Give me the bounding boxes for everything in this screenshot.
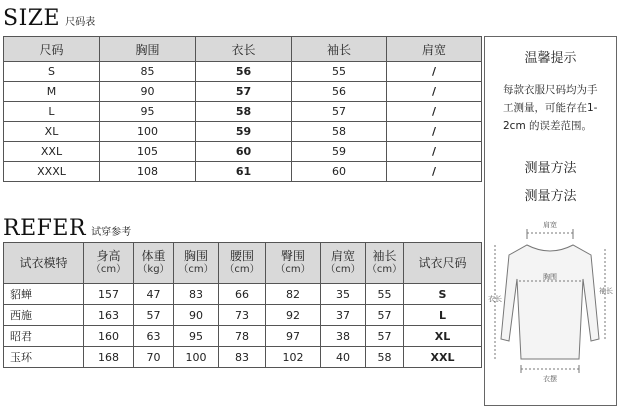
- length-cell: 60: [196, 142, 292, 162]
- waist-cell: 83: [219, 347, 266, 368]
- sleeve-cell: 55: [292, 62, 387, 82]
- diagram-label-sleeve: 袖长: [599, 287, 613, 295]
- tips-panel: [484, 36, 617, 406]
- sleeve-cell: 55: [366, 284, 404, 305]
- garment-measure-diagram: [487, 209, 614, 399]
- refer-header-waist: 腰围 （cm）: [219, 243, 266, 284]
- size-cell: M: [4, 82, 100, 102]
- diagram-label-shoulder: 肩宽: [543, 221, 557, 229]
- model-name-cell: 貂蝉: [4, 284, 84, 305]
- size-table: [3, 36, 482, 182]
- weight-cell: 63: [134, 326, 174, 347]
- refer-header-chest: 胸围 （cm）: [174, 243, 219, 284]
- table-row: [4, 305, 482, 326]
- refer-table: [3, 242, 482, 368]
- shoulder-cell: /: [387, 102, 482, 122]
- table-row: [4, 142, 482, 162]
- diagram-label-chest: 胸围: [543, 273, 557, 281]
- size-header-chest: 胸围: [100, 37, 196, 62]
- size-header-shoulder: 肩宽: [387, 37, 482, 62]
- model-name-cell: 玉环: [4, 347, 84, 368]
- fit-size-cell: XL: [404, 326, 482, 347]
- height-cell: 160: [84, 326, 134, 347]
- weight-cell: 57: [134, 305, 174, 326]
- shoulder-cell: /: [387, 62, 482, 82]
- table-row: [4, 162, 482, 182]
- table-row: [4, 62, 482, 82]
- model-name-cell: 昭君: [4, 326, 84, 347]
- size-subtitle: 尺码表: [65, 17, 96, 28]
- size-cell: XXL: [4, 142, 100, 162]
- shoulder-cell: 40: [321, 347, 366, 368]
- shoulder-cell: /: [387, 162, 482, 182]
- hip-cell: 82: [266, 284, 321, 305]
- table-row: [4, 284, 482, 305]
- sleeve-cell: 58: [292, 122, 387, 142]
- size-cell: XXXL: [4, 162, 100, 182]
- table-row: [4, 82, 482, 102]
- chest-cell: 95: [174, 326, 219, 347]
- diagram-label-length: 衣长: [488, 295, 502, 303]
- size-header-sleeve: 袖长: [292, 37, 387, 62]
- diagram-label-hem: 衣摆: [543, 375, 557, 383]
- sleeve-cell: 56: [292, 82, 387, 102]
- measure-method-title-2: 测量方法: [524, 189, 577, 204]
- table-row: [4, 122, 482, 142]
- tips-title: 温馨提示: [524, 51, 577, 66]
- fit-size-cell: S: [404, 284, 482, 305]
- model-name-cell: 西施: [4, 305, 84, 326]
- chest-cell: 90: [174, 305, 219, 326]
- hip-cell: 97: [266, 326, 321, 347]
- shoulder-cell: /: [387, 122, 482, 142]
- hip-cell: 102: [266, 347, 321, 368]
- chest-cell: 83: [174, 284, 219, 305]
- chest-cell: 100: [100, 122, 196, 142]
- chest-cell: 105: [100, 142, 196, 162]
- refer-header-sleeve: 袖长 （cm）: [366, 243, 404, 284]
- length-cell: 56: [196, 62, 292, 82]
- sleeve-cell: 57: [292, 102, 387, 122]
- waist-cell: 78: [219, 326, 266, 347]
- refer-header-height: 身高 （cm）: [84, 243, 134, 284]
- size-header-length: 衣长: [196, 37, 292, 62]
- refer-title-block: [3, 216, 131, 241]
- table-row: [4, 102, 482, 122]
- sleeve-cell: 60: [292, 162, 387, 182]
- measure-method-title-1: 测量方法: [524, 161, 577, 176]
- size-cell: XL: [4, 122, 100, 142]
- chest-cell: 95: [100, 102, 196, 122]
- length-cell: 59: [196, 122, 292, 142]
- fit-size-cell: XXL: [404, 347, 482, 368]
- sleeve-cell: 57: [366, 305, 404, 326]
- shoulder-cell: 35: [321, 284, 366, 305]
- shoulder-cell: /: [387, 82, 482, 102]
- height-cell: 157: [84, 284, 134, 305]
- refer-header-weight: 体重 （kg）: [134, 243, 174, 284]
- chest-cell: 85: [100, 62, 196, 82]
- size-cell: L: [4, 102, 100, 122]
- sleeve-cell: 58: [366, 347, 404, 368]
- chest-cell: 90: [100, 82, 196, 102]
- refer-header-hip: 臀围 （cm）: [266, 243, 321, 284]
- chest-cell: 100: [174, 347, 219, 368]
- size-title: SIZE: [3, 6, 61, 31]
- waist-cell: 73: [219, 305, 266, 326]
- refer-header-model: 试衣模特: [4, 243, 84, 284]
- refer-table-header-row: [4, 243, 482, 284]
- size-title-block: [3, 6, 95, 31]
- length-cell: 57: [196, 82, 292, 102]
- size-header-size: 尺码: [4, 37, 100, 62]
- shoulder-cell: 38: [321, 326, 366, 347]
- weight-cell: 47: [134, 284, 174, 305]
- height-cell: 168: [84, 347, 134, 368]
- hip-cell: 92: [266, 305, 321, 326]
- weight-cell: 70: [134, 347, 174, 368]
- refer-subtitle: 试穿参考: [91, 227, 132, 238]
- refer-header-fit-size: 试衣尺码: [404, 243, 482, 284]
- chest-cell: 108: [100, 162, 196, 182]
- sleeve-cell: 57: [366, 326, 404, 347]
- table-row: [4, 347, 482, 368]
- height-cell: 163: [84, 305, 134, 326]
- fit-size-cell: L: [404, 305, 482, 326]
- size-cell: S: [4, 62, 100, 82]
- shoulder-cell: 37: [321, 305, 366, 326]
- shoulder-cell: /: [387, 142, 482, 162]
- table-row: [4, 326, 482, 347]
- refer-header-shoulder: 肩宽 （cm）: [321, 243, 366, 284]
- size-table-header-row: [4, 37, 482, 62]
- tips-note: 每款衣服尺码均为手工测量，可能存在1-2cm 的误差范围。: [503, 84, 598, 132]
- refer-title: REFER: [3, 216, 87, 241]
- sleeve-cell: 59: [292, 142, 387, 162]
- length-cell: 58: [196, 102, 292, 122]
- waist-cell: 66: [219, 284, 266, 305]
- length-cell: 61: [196, 162, 292, 182]
